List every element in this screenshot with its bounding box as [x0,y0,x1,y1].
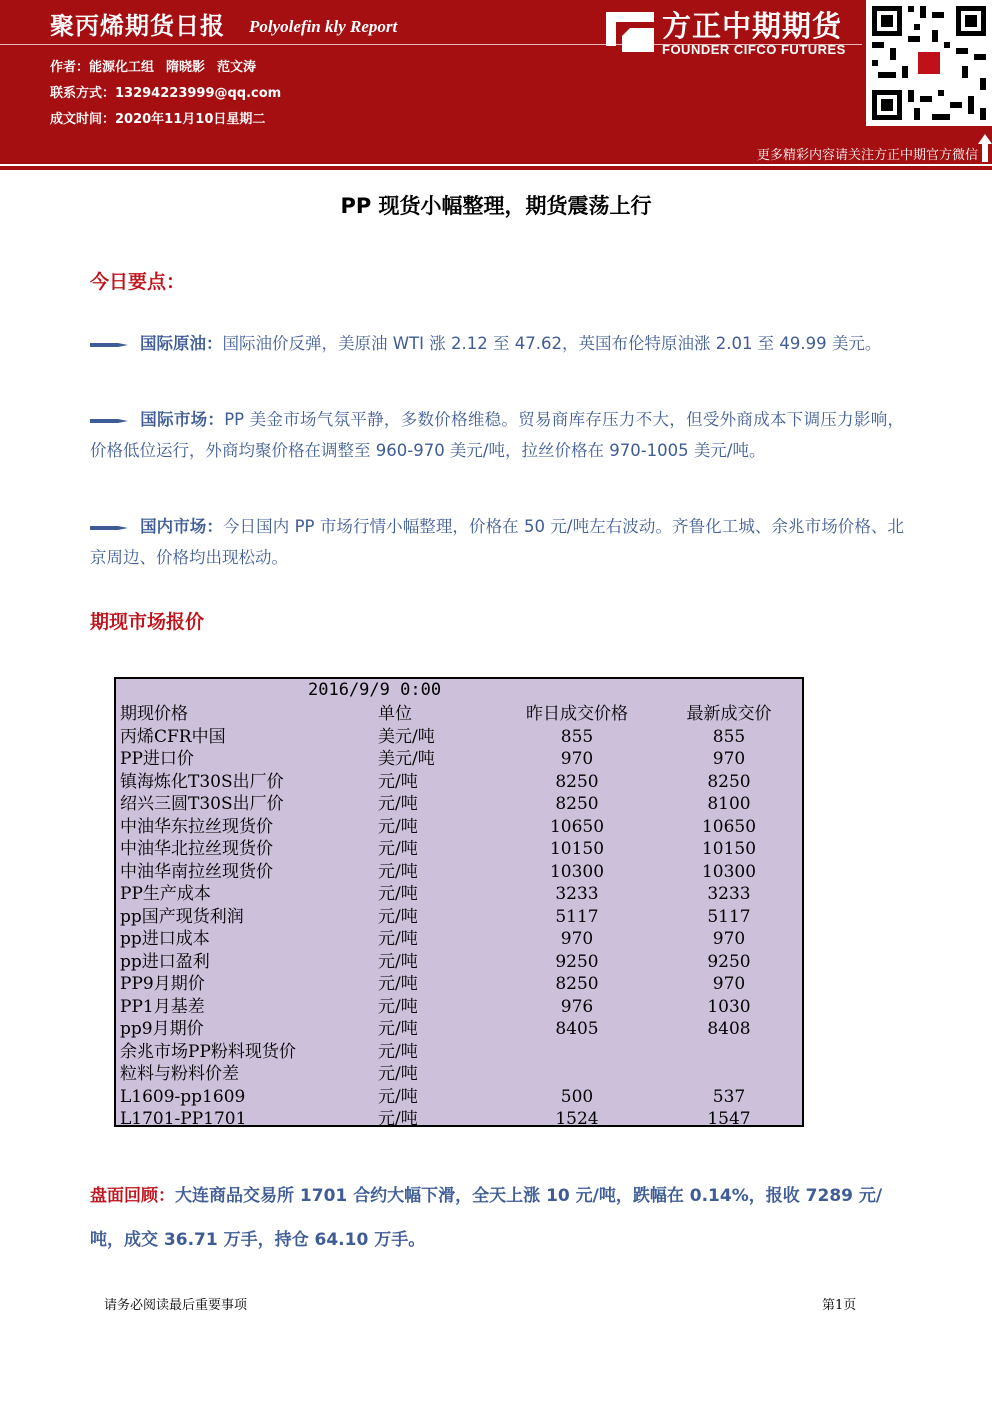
table-cell: pp国产现货利润 [120,906,244,927]
authors [50,56,256,75]
table-cell: 970 [560,749,594,769]
table-header-cell: 最新成交价 [686,704,772,724]
point-label: 国际原油： [140,334,223,353]
quote-heading: 期现市场报价 [90,611,205,633]
header-bottom-rule [0,164,992,166]
table-row [116,816,802,839]
table-cell: 855 [560,726,594,747]
report-name: 聚丙烯期货日报 [50,12,225,40]
table-cell: 10650 [701,816,757,837]
company-logo-icon [602,8,658,56]
table-cell: pp进口盈利 [120,951,210,972]
table-cell: 976 [560,996,594,1017]
point-label: 国际市场： [140,410,225,429]
table-cell: 元/吨 [378,951,418,972]
report-name-en: Polyolefin kly Report [249,17,398,36]
table-cell: 元/吨 [378,1064,418,1084]
report-header [0,0,992,170]
table-row [116,748,802,771]
disclaimer-note: 请务必阅读最后重要事项 [104,1298,248,1313]
table-header-cell: 昨日成交价格 [526,704,628,724]
table-cell: 5117 [555,906,599,927]
table-row [116,726,802,749]
bullet-arrow-icon [90,415,128,427]
table-cell: 1524 [555,1109,599,1129]
author-1: 能源化工组 [89,60,155,75]
company-name-en: FOUNDER CIFCO FUTURES [662,42,846,57]
table-cell: 镇海炼化T30S出厂价 [120,771,284,792]
table-cell: 元/吨 [378,794,418,814]
table-cell: 1547 [707,1109,751,1129]
table-cell: 美元/吨 [378,749,435,769]
table-cell: 970 [712,749,746,769]
table-cell: 8250 [555,974,599,994]
table-cell: 中油华南拉丝现货价 [120,861,273,882]
table-cell: 1030 [707,996,751,1017]
point-domestic-market [90,511,904,573]
table-cell: 8250 [555,771,599,792]
table-cell: pp进口成本 [120,929,210,949]
table-cell: L1701-PP1701 [120,1109,247,1129]
report-title: PP 现货小幅整理，期货震荡上行 [340,194,652,218]
contact: 联系方式：13294223999@qq.com [50,86,282,101]
table-cell: 元/吨 [378,1019,418,1039]
table-cell: 3233 [555,884,599,904]
table-cell: 970 [712,929,746,949]
table-date: 2016/9/9 0:00 [308,680,442,700]
table-row [116,973,802,996]
table-cell: 970 [712,974,746,994]
point-text: PP 美金市场气氛平静，多数价格维稳。贸易商库存压力不大，但受外商成本下调压力影响，价格低位运行，外商均聚价格在调整至 960-970 美元/吨，拉丝价格在 970-1005 美元/吨。 [90,410,904,460]
table-cell: 537 [712,1086,746,1107]
table-cell: 8408 [707,1019,751,1039]
review-label: 盘面回顾： [90,1186,175,1206]
table-row [116,951,802,974]
table-cell: 10150 [549,839,605,859]
table-cell: PP进口价 [120,749,194,769]
table-cell: 元/吨 [378,861,418,882]
table-row [116,793,802,816]
table-cell: 10150 [701,839,757,859]
table-row [116,1018,802,1041]
table-cell: 余兆市场PP粉料现货价 [120,1041,296,1062]
arrow-up-icon [978,134,992,162]
page-number: 第1页 [822,1298,857,1313]
table-cell: 元/吨 [378,1086,418,1107]
table-cell: pp9月期价 [120,1019,204,1039]
table-cell: 10300 [549,861,605,882]
table-cell: 970 [560,929,594,949]
table-header-row [116,703,802,726]
table-header-cell: 单位 [378,704,412,724]
point-intl-market [90,404,904,466]
table-cell: 元/吨 [378,974,418,994]
point-text: 国际油价反弹，美原油 WTI 涨 2.12 至 47.62，英国布伦特原油涨 2.01 至 49.99 美元。 [222,334,882,353]
table-cell: 元/吨 [378,816,418,837]
table-cell: PP9月期价 [120,974,205,994]
qr-code-icon[interactable] [866,0,992,126]
table-cell: 元/吨 [378,1109,418,1129]
table-cell: 元/吨 [378,996,418,1017]
table-row [116,996,802,1019]
table-row [116,928,802,951]
bullet-arrow-icon [90,522,128,534]
table-header-cell: 期现价格 [120,704,188,724]
table-cell: 元/吨 [378,839,418,859]
table-row [116,906,802,929]
table-cell: 855 [712,726,746,747]
table-cell: 9250 [555,951,599,972]
table-cell: L1609-pp1609 [120,1086,246,1107]
table-cell: 10650 [549,816,605,837]
table-row [116,1086,802,1109]
point-crude-oil [90,328,904,359]
table-row [116,883,802,906]
table-row [116,771,802,794]
table-cell: 8250 [555,794,599,814]
author-2: 隋晓影 [166,60,206,75]
table-cell: 中油华北拉丝现货价 [120,839,273,859]
table-row [116,1041,802,1064]
table-cell: 绍兴三圆T30S出厂价 [120,794,284,814]
point-text: 今日国内 PP 市场行情小幅整理，价格在 50 元/吨左右波动。齐鲁化工城、余兆市场价格、北京周边、价格均出现松动。 [90,517,905,567]
table-cell: 10300 [701,861,757,882]
table-cell: 8250 [707,771,751,792]
table-cell: 3233 [707,884,751,904]
table-cell: 5117 [707,906,751,927]
table-cell: PP生产成本 [120,884,211,904]
bullet-arrow-icon [90,339,128,351]
table-cell: 500 [560,1086,594,1107]
table-cell: 元/吨 [378,929,418,949]
table-cell: 美元/吨 [378,726,435,747]
table-row [116,1108,802,1131]
company-name: 方正中期期货 [662,9,843,43]
table-row [116,1063,802,1086]
table-row [116,838,802,861]
table-cell: PP1月基差 [120,996,205,1017]
table-cell: 8405 [555,1019,599,1039]
table-cell: 丙烯CFR中国 [120,726,226,747]
review-text: 大连商品交易所 1701 合约大幅下滑，全天上涨 10 元/吨，跌幅在 0.14%，报收 7289 元/吨，成交 36.71 万手，持仓 64.10 万手。 [90,1186,883,1250]
table-cell: 元/吨 [378,1041,418,1062]
key-points-heading: 今日要点： [90,271,186,293]
table-row [116,861,802,884]
table-cell: 粒料与粉料价差 [120,1064,239,1084]
point-label: 国内市场： [140,517,223,536]
follow-wechat-text: 更多精彩内容请关注方正中期官方微信 [756,148,978,163]
author-3: 范文涛 [217,60,257,75]
market-review [90,1174,904,1262]
table-cell: 元/吨 [378,884,418,904]
table-cell: 元/吨 [378,771,418,792]
table-cell: 9250 [707,951,751,972]
table-cell: 中油华东拉丝现货价 [120,816,273,837]
authors-label: 作者： [50,60,90,75]
table-cell: 8100 [707,794,751,814]
price-table [114,677,804,1127]
publish-date: 成文时间：2020年11月10日星期二 [50,112,266,127]
table-cell: 元/吨 [378,906,418,927]
